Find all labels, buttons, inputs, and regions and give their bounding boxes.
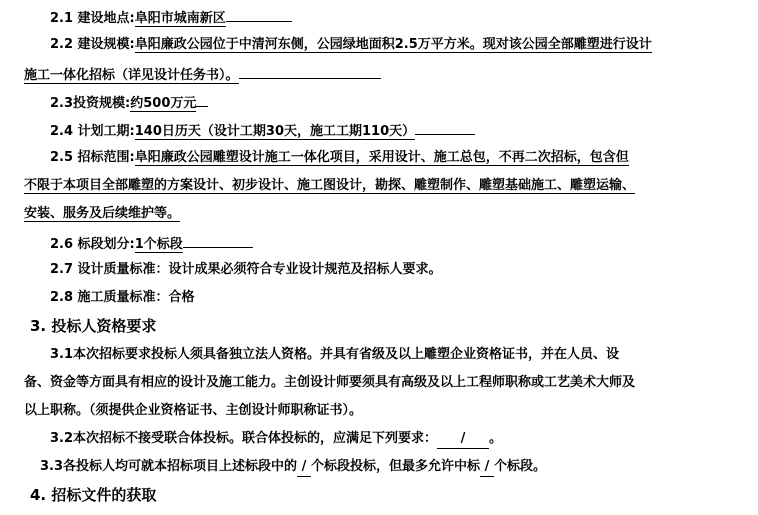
section-2-2	[50, 36, 652, 54]
section-3-2-text: 3.2本次招标不接受联合体投标。联合体投标的，应满足下列要求：	[50, 431, 438, 446]
blank-underline	[239, 64, 381, 79]
section-2-1	[50, 7, 292, 28]
blank-underline	[183, 233, 253, 248]
section-2-5	[50, 149, 629, 167]
section-2-6-value: 1个标段	[134, 237, 183, 252]
section-2-5-label: 2.5 招标范围:	[50, 150, 135, 165]
section-2-5-cont1	[24, 177, 635, 195]
section-2-3-label: 2.3投资规模:	[50, 96, 131, 111]
section-2-2-value-line2: 施工一体化招标（详见设计任务书）。	[24, 68, 239, 83]
section-3-2	[50, 430, 502, 449]
section-2-6	[50, 233, 253, 254]
section-2-3	[50, 92, 208, 113]
section-3-3-part2: 个标段投标，但最多允许中标	[311, 459, 481, 474]
section-2-5-cont2	[24, 205, 180, 223]
section-2-2-cont	[24, 64, 381, 85]
heading-section-4: 4. 招标文件的获取	[30, 486, 157, 504]
section-2-1-label: 2.1 建设地点:	[50, 11, 135, 26]
section-2-5-value-line3: 安装、服务及后续维护等。	[24, 206, 181, 221]
section-2-4-label: 2.4 计划工期:	[50, 124, 135, 139]
section-3-3-blank1: /	[297, 458, 311, 477]
section-3-2-end: 。	[489, 431, 503, 446]
blank-underline	[415, 120, 475, 135]
section-2-5-value-line2: 不限于本项目全部雕塑的方案设计、初步设计、施工图设计，勘探、雕塑制作、雕塑基础施工、雕塑运输、	[24, 178, 636, 193]
section-2-5-value-line1: 阜阳廉政公园雕塑设计施工一体化项目，采用设计、施工总包，不再二次招标，包含但	[134, 150, 629, 165]
section-2-3-value: 约500万元	[130, 96, 197, 111]
section-2-4-value: 140日历天（设计工期30天，施工工期110天）	[134, 124, 416, 139]
section-3-3	[40, 458, 546, 477]
section-2-1-value: 阜阳市城南新区	[134, 11, 226, 26]
section-3-3-part3: 个标段。	[494, 459, 547, 474]
section-3-3-blank2: /	[480, 458, 494, 477]
section-2-7: 2.7 设计质量标准：设计成果必须符合专业设计规范及招标人要求。	[50, 262, 442, 277]
blank-underline	[196, 92, 208, 107]
section-3-1-line3: 以上职称。（须提供企业资格证书、主创设计师职称证书）。	[24, 403, 363, 418]
section-3-1-line1: 3.1本次招标要求投标人须具备独立法人资格。并具有省级及以上雕塑企业资格证书，并在人员、设	[50, 347, 620, 362]
blank-underline	[226, 7, 292, 22]
section-3-2-blank: /	[437, 430, 489, 449]
section-2-2-value-line1: 阜阳廉政公园位于中清河东侧，公园绿地面积2.5万平方米。现对该公园全部雕塑进行设计	[134, 37, 652, 52]
section-2-2-label: 2.2 建设规模:	[50, 37, 135, 52]
section-3-1-line2: 备、资金等方面具有相应的设计及施工能力。主创设计师要须具有高级及以上工程师职称或工艺美术大师及	[24, 375, 636, 390]
section-2-6-label: 2.6 标段划分:	[50, 237, 135, 252]
section-2-4	[50, 120, 475, 141]
section-2-8: 2.8 施工质量标准：合格	[50, 290, 195, 305]
heading-section-3: 3. 投标人资格要求	[30, 317, 157, 335]
section-3-3-part1: 3.3各投标人均可就本招标项目上述标段中的	[40, 459, 298, 474]
